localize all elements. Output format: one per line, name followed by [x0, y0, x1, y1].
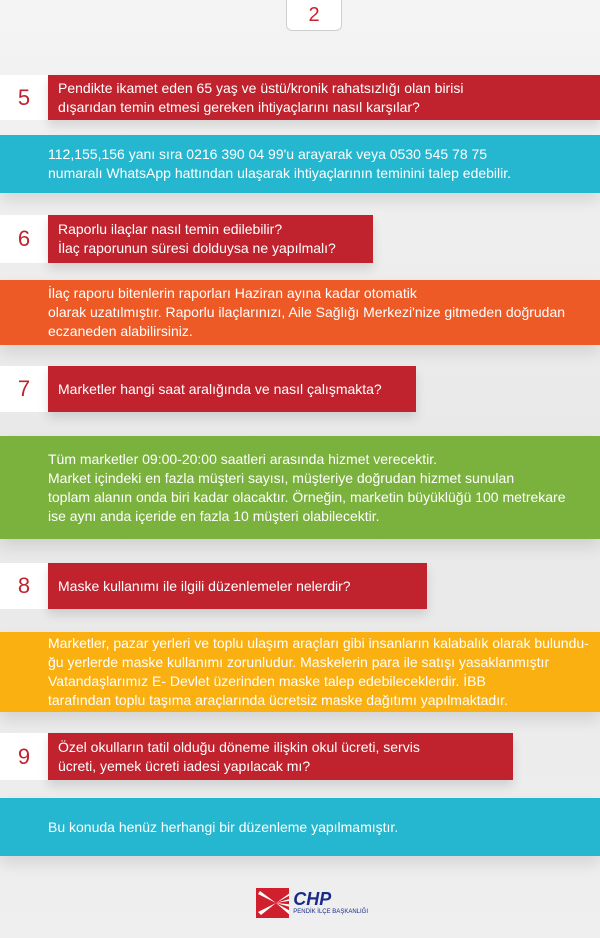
- question-number-7: 7: [0, 366, 48, 412]
- answer-6-line-3: eczaneden alabilirsiniz.: [48, 323, 193, 339]
- question-5: [48, 75, 600, 120]
- answer-7-line-4: ise aynı anda içeride en fazla 10 müşteri olabilecektir.: [48, 507, 380, 524]
- answer-6-line-2: olarak uzatılmıştır. Raporlu ilaçlarınızı, Aile Sağlığı Merkezi'nize gitmeden doğrudan: [48, 304, 566, 320]
- question-9-line-2: ücreti, yemek ücreti iadesi yapılacak mı?: [58, 757, 311, 774]
- question-9: [48, 733, 513, 780]
- chp-logo-subtitle: PENDİK İLÇE BAŞKANLIĞI: [293, 909, 368, 915]
- question-6-line-1: Raporlu ilaçlar nasıl temin edilebilir?: [58, 221, 283, 237]
- chp-text-block: [293, 890, 368, 916]
- question-9-line-1: Özel okulların tatil olduğu döneme ilişkin okul ücreti, servis: [58, 738, 420, 755]
- answer-7-line-3: toplam alanın onda biri kadar olacaktır. Örneğin, marketin büyüklüğü 100 metrekare: [48, 488, 566, 505]
- answer-8-line-1: Marketler, pazar yerleri ve toplu ulaşım araçları gibi insanların kalabalık olarak bulundu-: [48, 635, 589, 651]
- question-6: [48, 215, 373, 263]
- answer-7: [0, 436, 600, 539]
- question-5-line-2: dışarıdan temin etmesi gereken ihtiyaçlarını nasıl karşılar?: [58, 98, 420, 115]
- chp-logo: [256, 886, 368, 920]
- question-number-8: 8: [0, 563, 48, 609]
- question-number-9: 9: [0, 733, 48, 780]
- answer-6: [0, 280, 600, 345]
- question-7: [48, 366, 416, 412]
- answer-7-line-2: Market içindeki en fazla müşteri sayısı, müşteriye doğrudan hizmet sunulan: [48, 469, 515, 486]
- answer-7-line-1: Tüm marketler 09:00-20:00 saatleri arasında hizmet verecektir.: [48, 450, 438, 467]
- answer-9-line-1: Bu konuda henüz herhangi bir düzenleme yapılmamıştır.: [48, 818, 399, 835]
- answer-5: [0, 135, 600, 193]
- answer-9: [0, 798, 600, 856]
- answer-8-line-2: ğu yerlerde maske kullanımı zorunludur. Maskelerin para ile satışı yasaklanmıştır: [48, 654, 550, 670]
- question-6-line-2: İlaç raporunun süresi dolduysa ne yapılmalı?: [58, 240, 336, 256]
- six-arrows-icon: [256, 888, 289, 918]
- answer-8-line-4: tarafından toplu taşıma araçlarında ücretsiz maske dağıtımı yapılmaktadır.: [48, 692, 508, 708]
- question-8: [48, 563, 427, 609]
- answer-6-line-1: İlaç raporu bitenlerin raporları Haziran ayına kadar otomatik: [48, 285, 417, 301]
- question-number-6: 6: [0, 215, 48, 263]
- question-7-line-1: Marketler hangi saat aralığında ve nasıl çalışmakta?: [58, 380, 382, 397]
- answer-5-line-2: numaralı WhatsApp hattından ulaşarak ihtiyaçlarının teminini talep edebilir.: [48, 165, 512, 181]
- answer-8-line-3: Vatandaşlarımız E- Devlet üzerinden maske talep edebileceklerdir. İBB: [48, 673, 486, 689]
- chp-logo-text: CHP: [293, 889, 332, 909]
- question-8-line-1: Maske kullanımı ile ilgili düzenlemeler nelerdir?: [58, 577, 351, 594]
- answer-5-line-1: 112,155,156 yanı sıra 0216 390 04 99'u arayarak veya 0530 545 78 75: [48, 146, 488, 162]
- page-number: 2: [286, 0, 342, 31]
- question-5-line-1: Pendikte ikamet eden 65 yaş ve üstü/kronik rahatsızlığı olan birisi: [58, 79, 464, 96]
- answer-8: [0, 632, 600, 712]
- question-number-5: 5: [0, 75, 48, 120]
